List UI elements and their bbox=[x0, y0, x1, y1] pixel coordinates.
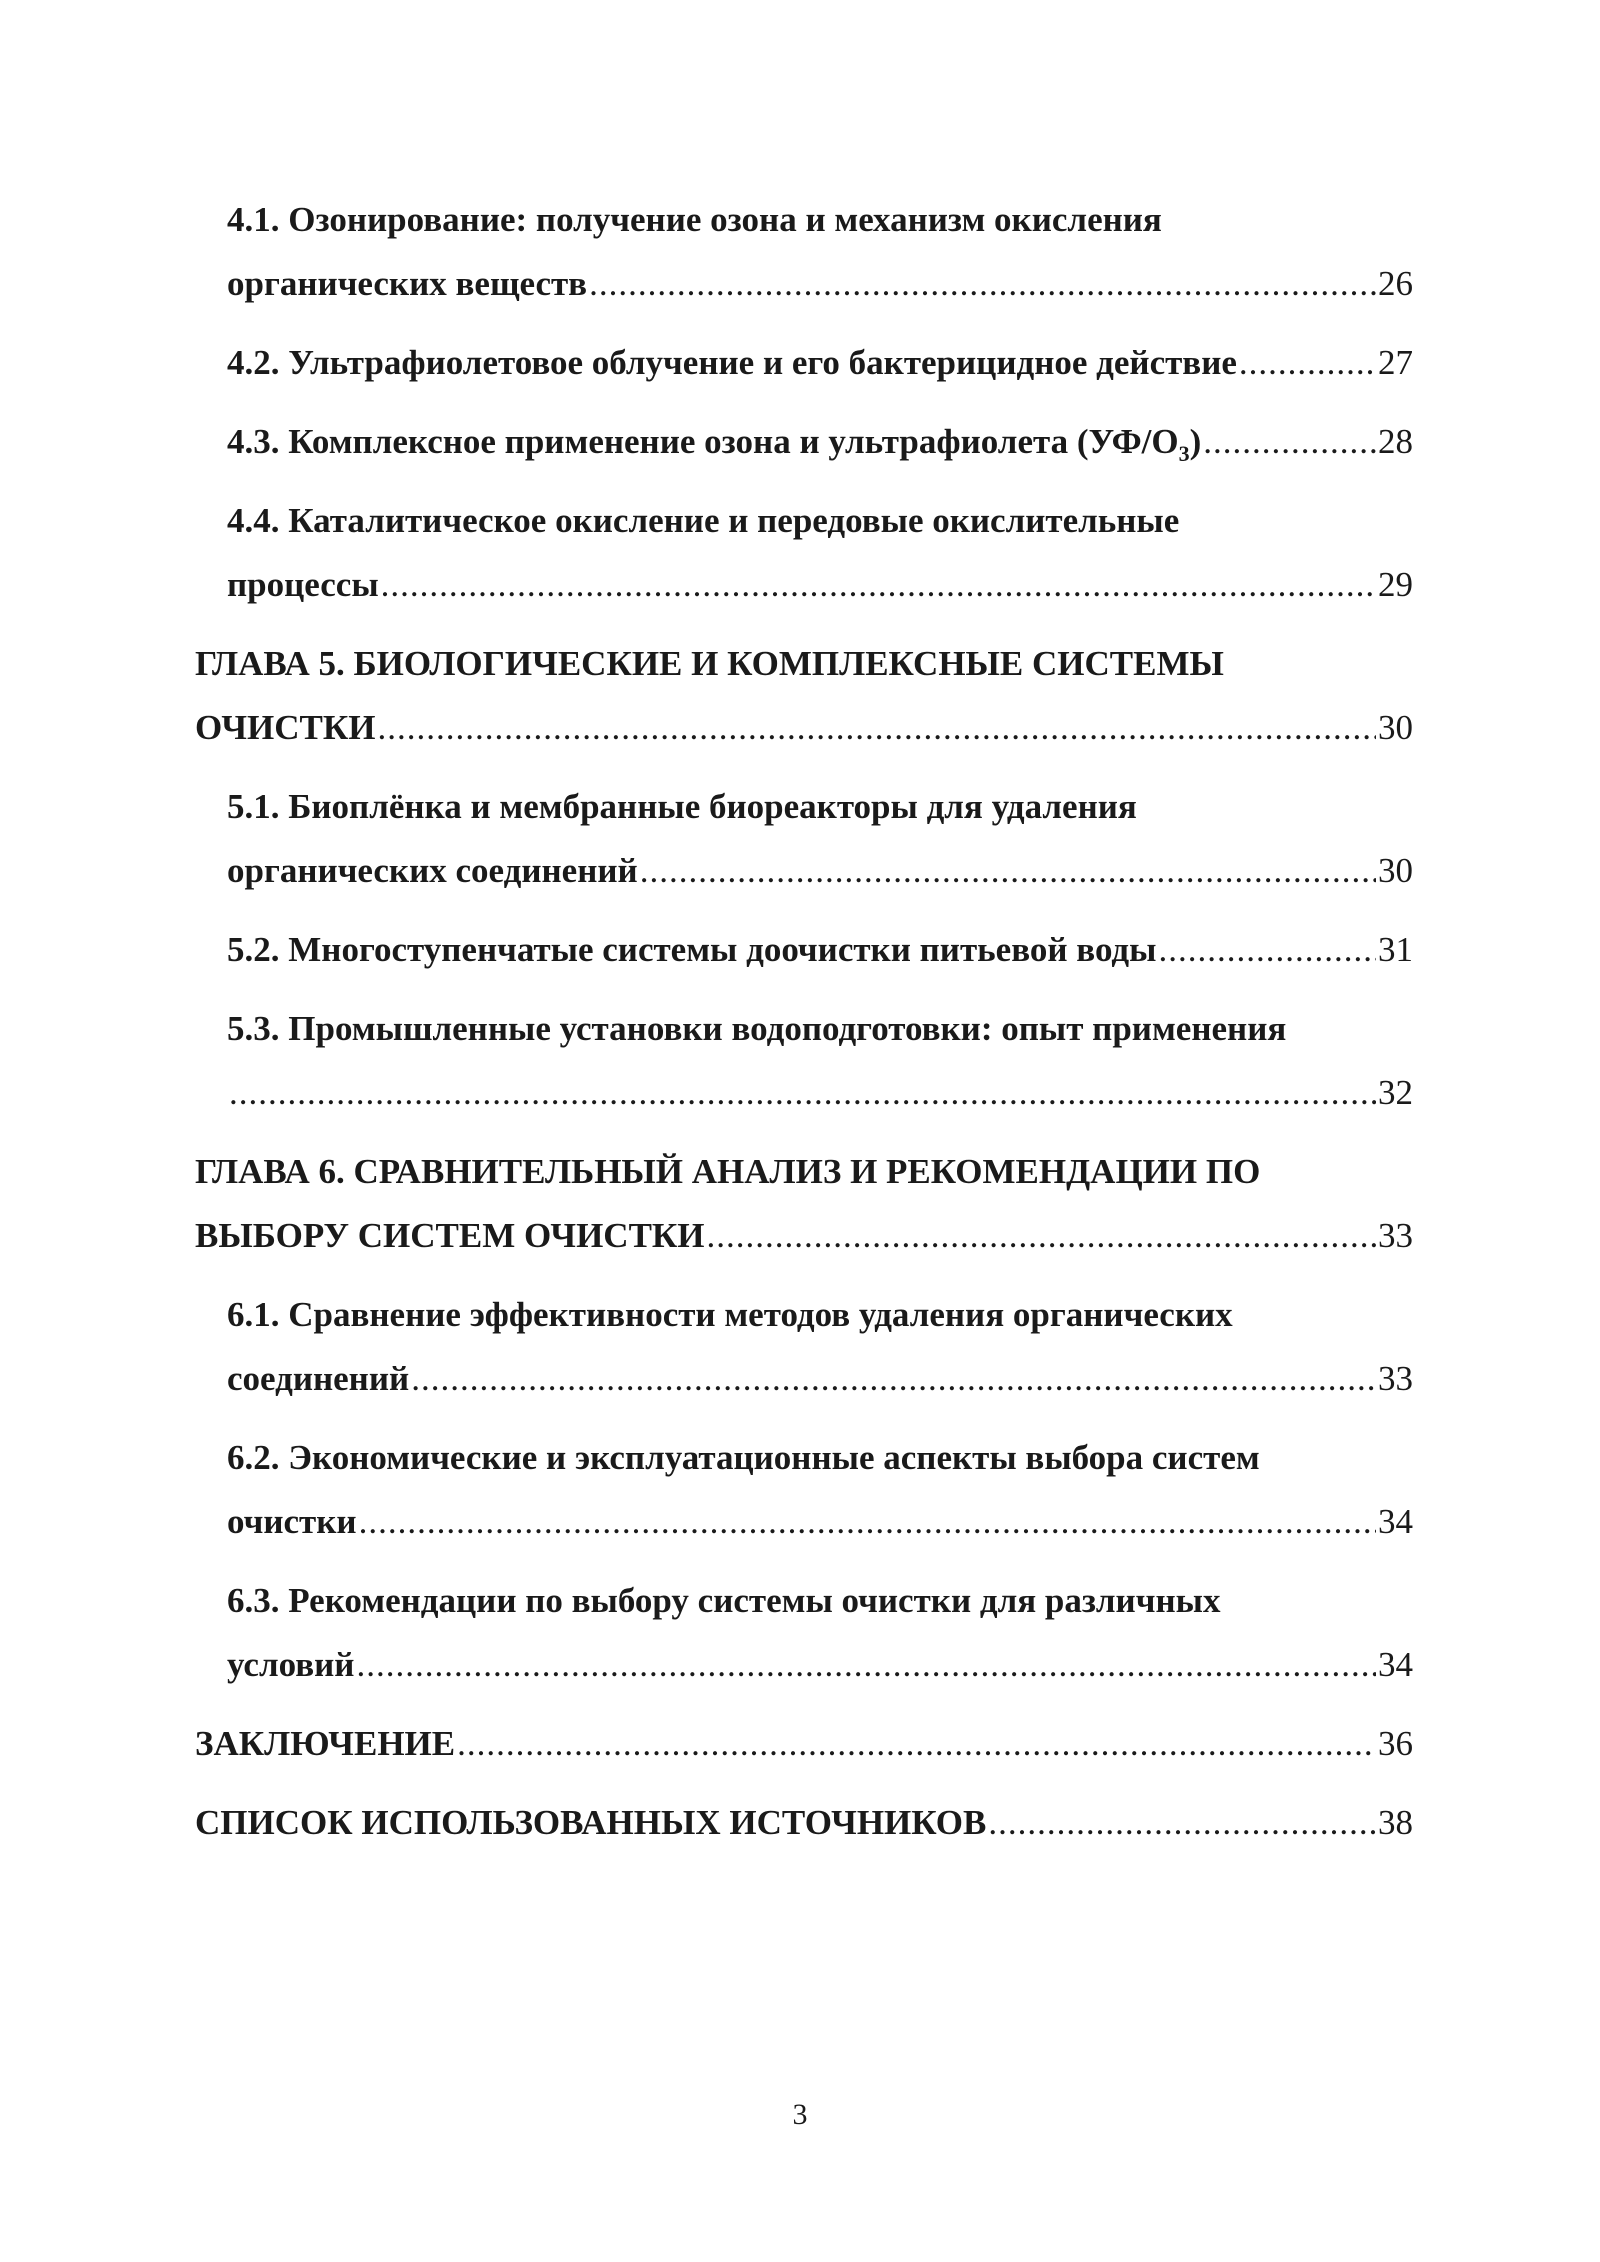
dot-leader bbox=[381, 553, 1376, 617]
dot-leader bbox=[378, 696, 1377, 760]
toc-entry-5-3 bbox=[195, 997, 1413, 1125]
toc-entry-title: 4.1. Озонирование: получение озона и механизм окисления bbox=[227, 200, 1162, 239]
dot-leader bbox=[589, 252, 1376, 316]
toc-chapter-title: ГЛАВА 6. СРАВНИТЕЛЬНЫЙ АНАЛИЗ И РЕКОМЕНДАЦИИ ПО bbox=[195, 1152, 1261, 1191]
toc-entry-title-cont: очистки bbox=[227, 1502, 357, 1541]
dot-leader bbox=[457, 1712, 1376, 1776]
toc-entry-title: 6.2. Экономические и эксплуатационные аспекты выбора систем bbox=[227, 1438, 1260, 1477]
toc-entry-5-2 bbox=[195, 918, 1413, 982]
toc-page-number: 33 bbox=[1378, 1359, 1413, 1398]
toc-entry-4-2 bbox=[195, 331, 1413, 395]
dot-leader bbox=[640, 839, 1376, 903]
toc-entry-4-3 bbox=[195, 410, 1413, 474]
toc-chapter-6 bbox=[195, 1140, 1413, 1268]
toc-entry-title-cont: условий bbox=[227, 1645, 355, 1684]
toc-entry-title: 4.3. Комплексное применение озона и ультрафиолета $(УФ/О_3)$ bbox=[227, 422, 1202, 466]
toc-page-number: 33 bbox=[1378, 1216, 1413, 1255]
toc-page-number: 31 bbox=[1378, 930, 1413, 969]
toc-page-number: 34 bbox=[1378, 1502, 1413, 1541]
dot-leader bbox=[988, 1791, 1376, 1855]
dot-leader bbox=[1203, 410, 1376, 474]
page-number: 3 bbox=[792, 2098, 808, 2131]
toc-entry-title-cont: органических веществ bbox=[227, 264, 588, 303]
dot-leader bbox=[1158, 918, 1376, 982]
toc-entry-4-4 bbox=[195, 489, 1413, 617]
toc-page-number: 36 bbox=[1378, 1724, 1413, 1763]
toc-chapter-title: ЗАКЛЮЧЕНИЕ bbox=[195, 1724, 456, 1763]
toc-entry-6-2 bbox=[195, 1426, 1413, 1554]
toc-entry-title-cont: соединений bbox=[227, 1359, 410, 1398]
toc-chapter-title: СПИСОК ИСПОЛЬЗОВАННЫХ ИСТОЧНИКОВ bbox=[195, 1803, 987, 1842]
dot-leader bbox=[356, 1633, 1376, 1697]
toc-entry-6-1 bbox=[195, 1283, 1413, 1411]
toc-page-number: 29 bbox=[1378, 565, 1413, 604]
toc-entry-title-cont: процессы bbox=[227, 565, 379, 604]
toc-chapter-title-cont: ОЧИСТКИ bbox=[195, 708, 376, 747]
dot-leader bbox=[229, 1061, 1376, 1125]
toc-page-number: 30 bbox=[1378, 851, 1413, 890]
toc-entry-title: 5.1. Биоплёнка и мембранные биореакторы для удаления bbox=[227, 787, 1137, 826]
subscript: 3 bbox=[1178, 441, 1190, 466]
table-of-contents bbox=[195, 188, 1413, 1870]
toc-entry-6-3 bbox=[195, 1569, 1413, 1697]
dot-leader bbox=[359, 1490, 1376, 1554]
toc-entry-title: 5.3. Промышленные установки водоподготовки: опыт применения bbox=[227, 1009, 1287, 1048]
toc-conclusion bbox=[195, 1712, 1413, 1776]
toc-page-number: 32 bbox=[1378, 1073, 1413, 1112]
dot-leader bbox=[707, 1204, 1376, 1268]
toc-chapter-5 bbox=[195, 632, 1413, 760]
toc-page-number: 38 bbox=[1378, 1803, 1413, 1842]
toc-entry-title-cont: органических соединений bbox=[227, 851, 638, 890]
toc-page-number: 26 bbox=[1378, 264, 1413, 303]
toc-entry-5-1 bbox=[195, 775, 1413, 903]
toc-entry-title: 5.2. Многоступенчатые системы доочистки питьевой воды bbox=[227, 930, 1157, 969]
toc-entry-title: 6.1. Сравнение эффективности методов удаления органических bbox=[227, 1295, 1233, 1334]
toc-page-number: 27 bbox=[1378, 343, 1413, 382]
toc-entry-4-1 bbox=[195, 188, 1413, 316]
dot-leader bbox=[1239, 331, 1376, 395]
dot-leader bbox=[411, 1347, 1376, 1411]
toc-entry-title: 6.3. Рекомендации по выбору системы очистки для различных bbox=[227, 1581, 1221, 1620]
toc-chapter-title: ГЛАВА 5. БИОЛОГИЧЕСКИЕ И КОМПЛЕКСНЫЕ СИСТЕМЫ bbox=[195, 644, 1224, 683]
toc-entry-title: 4.4. Каталитическое окисление и передовые окислительные bbox=[227, 501, 1180, 540]
toc-page-number: 28 bbox=[1378, 422, 1413, 461]
toc-entry-title: 4.2. Ультрафиолетовое облучение и его бактерицидное действие bbox=[227, 343, 1237, 382]
toc-page-number: 34 bbox=[1378, 1645, 1413, 1684]
toc-page-number: 30 bbox=[1378, 708, 1413, 747]
toc-chapter-title-cont: ВЫБОРУ СИСТЕМ ОЧИСТКИ bbox=[195, 1216, 705, 1255]
toc-sources bbox=[195, 1791, 1413, 1855]
